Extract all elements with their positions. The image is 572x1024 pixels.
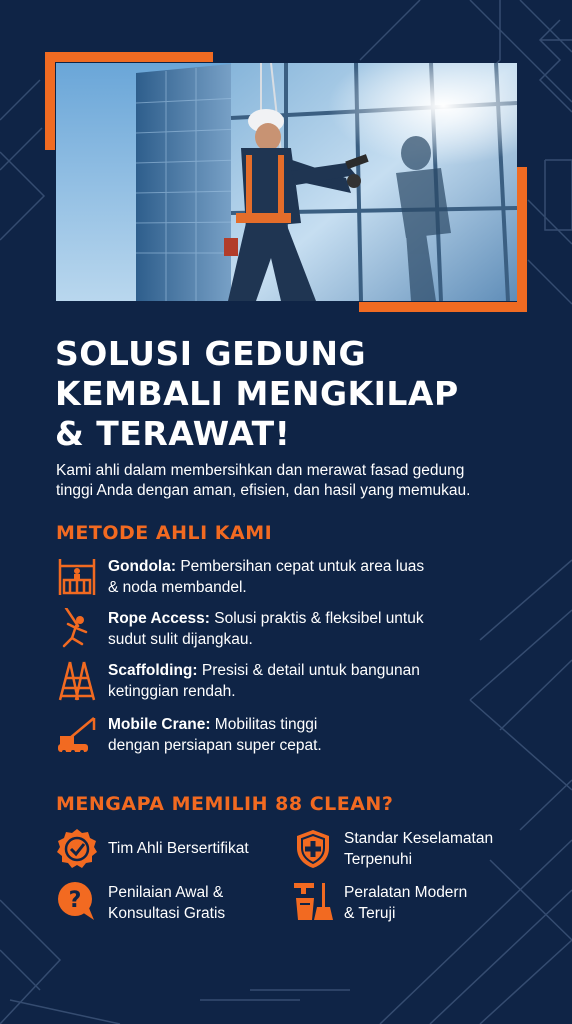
why-line-1: Peralatan Modern: [344, 884, 468, 901]
why-line-2: Konsultasi Gratis: [108, 905, 226, 922]
why-item-certified: [56, 828, 286, 872]
headline-line-3: & TERAWAT!: [55, 414, 291, 453]
hero-photo: [56, 63, 517, 301]
method-desc-1: Presisi & detail untuk bangunan: [197, 662, 420, 679]
gondola-icon: [56, 556, 98, 598]
why-line-1: Standar Keselamatan: [344, 830, 494, 847]
why-item-consultation: [56, 880, 286, 924]
intro-text: [56, 461, 526, 501]
rope-access-icon: [56, 608, 98, 650]
method-desc-2: & noda membandel.: [108, 579, 247, 596]
question-chat-icon: [56, 880, 98, 922]
method-name: Scaffolding:: [108, 662, 198, 679]
method-desc-1: Pembersihan cepat untuk area luas: [176, 558, 425, 575]
method-desc-1: Mobilitas tinggi: [210, 716, 318, 733]
why-line-2: Terpenuhi: [344, 851, 413, 868]
mobile-crane-icon: [56, 714, 98, 756]
cleaning-tools-icon: [292, 880, 334, 922]
intro-line-1: Kami ahli dalam membersihkan dan merawat fasad gedung: [56, 462, 465, 479]
methods-title: METODE AHLI KAMI: [56, 522, 273, 544]
intro-line-2: tinggi Anda dengan aman, efisien, dan hasil yang memukau.: [56, 482, 471, 499]
method-desc-2: dengan persiapan super cepat.: [108, 737, 322, 754]
method-item-mobile-crane: [56, 714, 496, 760]
method-item-gondola: [56, 556, 496, 602]
method-name: Rope Access:: [108, 610, 210, 627]
why-line-2: & Teruji: [344, 905, 396, 922]
method-text: [108, 660, 508, 702]
why-text: [344, 882, 544, 924]
why-text: [344, 828, 544, 870]
method-desc-2: ketinggian rendah.: [108, 683, 236, 700]
svg-text:?: ?: [68, 888, 82, 913]
method-text: [108, 556, 508, 598]
why-text: [108, 838, 308, 859]
headline: [55, 334, 535, 454]
why-text: [108, 882, 308, 924]
headline-line-2: KEMBALI MENGKILAP: [55, 374, 459, 413]
headline-line-1: SOLUSI GEDUNG: [55, 334, 367, 373]
method-desc-1: Solusi praktis & fleksibel untuk: [209, 610, 424, 627]
certified-badge-icon: [56, 828, 98, 870]
why-title: MENGAPA MEMILIH 88 CLEAN?: [56, 793, 394, 815]
scaffolding-icon: [56, 660, 98, 702]
why-line-1: Tim Ahli Bersertifikat: [108, 840, 249, 857]
why-item-equipment: [292, 880, 532, 924]
method-name: Mobile Crane:: [108, 716, 211, 733]
method-name: Gondola:: [108, 558, 177, 575]
method-desc-2: sudut sulit dijangkau.: [108, 631, 253, 648]
why-item-safety: [292, 828, 532, 872]
safety-shield-icon: [292, 828, 334, 870]
hero-section: [45, 52, 527, 312]
method-text: [108, 608, 508, 650]
method-item-scaffolding: [56, 660, 496, 706]
method-text: [108, 714, 508, 756]
method-item-rope-access: [56, 608, 496, 654]
why-line-1: Penilaian Awal &: [108, 884, 224, 901]
